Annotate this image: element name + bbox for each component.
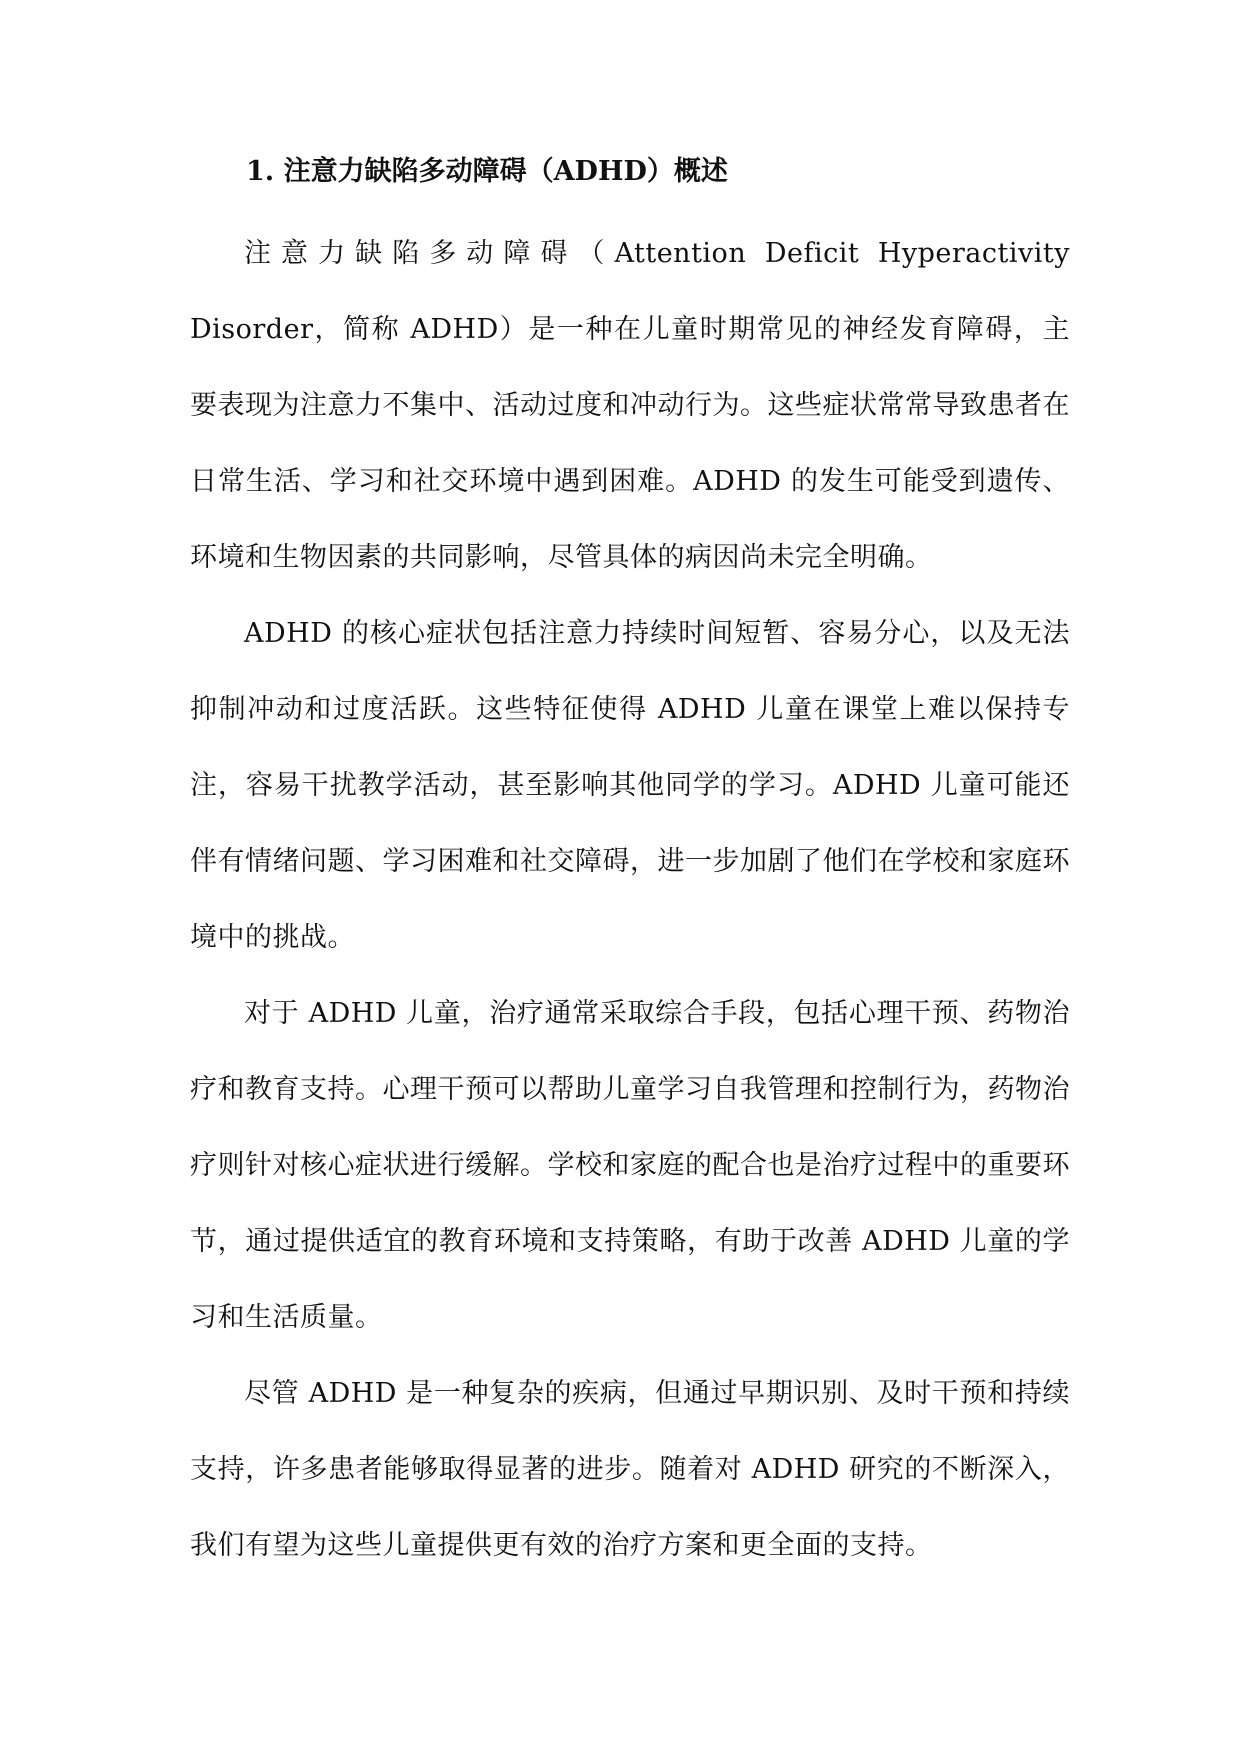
paragraph-core-symptoms: ADHD 的核心症状包括注意力持续时间短暂、容易分心，以及无法抑制冲动和过度活跃。这些特征使得 ADHD 儿童在课堂上难以保持专注，容易干扰教学活动，甚至影响其他同学的学习。ADHD 儿童可能还伴有情绪问题、学习困难和社交障碍，进一步加剧了他们在学校和家庭环境中的挑战。 [190, 618, 1070, 953]
paragraph-overview: 注意力缺陷多动障碍（Attention Deficit Hyperactivity Disorder，简称 ADHD）是一种在儿童时期常见的神经发育障碍，主要表现为注意力不集中、活动过度和冲动行为。这些症状常常导致患者在日常生活、学习和社交环境中遇到困难。ADHD 的发生可能受到遗传、环境和生物因素的共同影响，尽管具体的病因尚未完全明确。 [190, 238, 1070, 573]
document-body [190, 150, 1070, 1584]
section-heading: 1. 注意力缺陷多动障碍（ADHD）概述 [246, 156, 728, 187]
paragraph-outlook: 尽管 ADHD 是一种复杂的疾病，但通过早期识别、及时干预和持续支持，许多患者能够取得显著的进步。随着对 ADHD 研究的不断深入，我们有望为这些儿童提供更有效的治疗方案和更全面的支持。 [190, 1378, 1070, 1561]
paragraph-treatment: 对于 ADHD 儿童，治疗通常采取综合手段，包括心理干预、药物治疗和教育支持。心理干预可以帮助儿童学习自我管理和控制行为，药物治疗则针对核心症状进行缓解。学校和家庭的配合也是治疗过程中的重要环节，通过提供适宜的教育环境和支持策略，有助于改善 ADHD 儿童的学习和生活质量。 [190, 998, 1070, 1333]
